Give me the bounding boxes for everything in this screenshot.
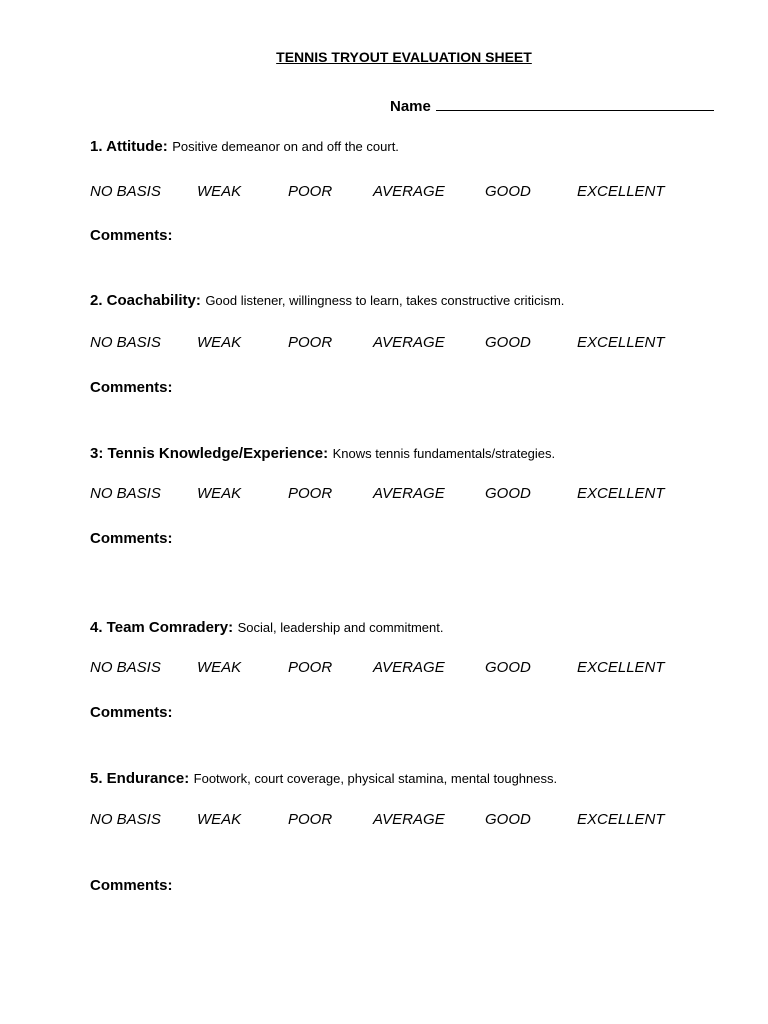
rating-option-average[interactable]: AVERAGE — [373, 183, 445, 200]
rating-option-weak[interactable]: WEAK — [197, 485, 242, 502]
rating-option-no-basis[interactable]: NO BASIS — [90, 334, 161, 351]
rating-option-average[interactable]: AVERAGE — [373, 659, 445, 676]
section-label: 5. Endurance: — [90, 770, 190, 787]
name-field[interactable] — [390, 94, 714, 115]
name-blank-line[interactable] — [436, 94, 714, 111]
page-title: TENNIS TRYOUT EVALUATION SHEET — [276, 49, 532, 65]
rating-option-no-basis[interactable]: NO BASIS — [90, 659, 161, 676]
rating-option-poor[interactable]: POOR — [288, 485, 333, 502]
rating-option-good[interactable]: GOOD — [485, 334, 531, 351]
section-description: Footwork, court coverage, physical stamina, mental toughness. — [193, 771, 558, 786]
rating-option-weak[interactable]: WEAK — [197, 811, 242, 828]
rating-scale-comradery — [0, 659, 768, 679]
rating-option-excellent[interactable]: EXCELLENT — [577, 659, 665, 676]
section-label: 2. Coachability: — [90, 292, 201, 309]
section-description: Positive demeanor on and off the court. — [172, 139, 399, 154]
comments-label-coachability: Comments: — [90, 379, 173, 396]
comments-label-endurance: Comments: — [90, 877, 173, 894]
section-comradery-heading — [90, 619, 444, 637]
rating-option-poor[interactable]: POOR — [288, 183, 333, 200]
rating-option-good[interactable]: GOOD — [485, 811, 531, 828]
section-description: Knows tennis fundamentals/strategies. — [332, 446, 556, 461]
rating-option-weak[interactable]: WEAK — [197, 659, 242, 676]
rating-option-poor[interactable]: POOR — [288, 659, 333, 676]
rating-option-no-basis[interactable]: NO BASIS — [90, 485, 161, 502]
rating-option-excellent[interactable]: EXCELLENT — [577, 485, 665, 502]
rating-scale-endurance — [0, 811, 768, 831]
rating-option-excellent[interactable]: EXCELLENT — [577, 334, 665, 351]
rating-option-weak[interactable]: WEAK — [197, 183, 242, 200]
rating-option-average[interactable]: AVERAGE — [373, 811, 445, 828]
rating-option-good[interactable]: GOOD — [485, 659, 531, 676]
comments-label-attitude: Comments: — [90, 227, 173, 244]
section-label: 4. Team Comradery: — [90, 619, 234, 636]
rating-option-good[interactable]: GOOD — [485, 183, 531, 200]
rating-option-poor[interactable]: POOR — [288, 334, 333, 351]
comments-label-comradery: Comments: — [90, 704, 173, 721]
section-description: Social, leadership and commitment. — [237, 620, 444, 635]
section-label: 1. Attitude: — [90, 138, 168, 155]
rating-option-no-basis[interactable]: NO BASIS — [90, 811, 161, 828]
section-endurance-heading — [90, 770, 557, 788]
rating-option-excellent[interactable]: EXCELLENT — [577, 183, 665, 200]
rating-scale-coachability — [0, 334, 768, 354]
section-description: Good listener, willingness to learn, takes constructive criticism. — [205, 293, 565, 308]
rating-scale-attitude — [0, 183, 768, 203]
rating-option-excellent[interactable]: EXCELLENT — [577, 811, 665, 828]
rating-scale-knowledge — [0, 485, 768, 505]
rating-option-poor[interactable]: POOR — [288, 811, 333, 828]
rating-option-no-basis[interactable]: NO BASIS — [90, 183, 161, 200]
section-knowledge-heading — [90, 445, 555, 463]
name-label: Name — [390, 98, 431, 115]
section-label: 3: Tennis Knowledge/Experience: — [90, 445, 329, 462]
comments-label-knowledge: Comments: — [90, 530, 173, 547]
section-attitude-heading — [90, 138, 399, 156]
section-coachability-heading — [90, 292, 564, 310]
rating-option-average[interactable]: AVERAGE — [373, 334, 445, 351]
rating-option-weak[interactable]: WEAK — [197, 334, 242, 351]
rating-option-good[interactable]: GOOD — [485, 485, 531, 502]
rating-option-average[interactable]: AVERAGE — [373, 485, 445, 502]
